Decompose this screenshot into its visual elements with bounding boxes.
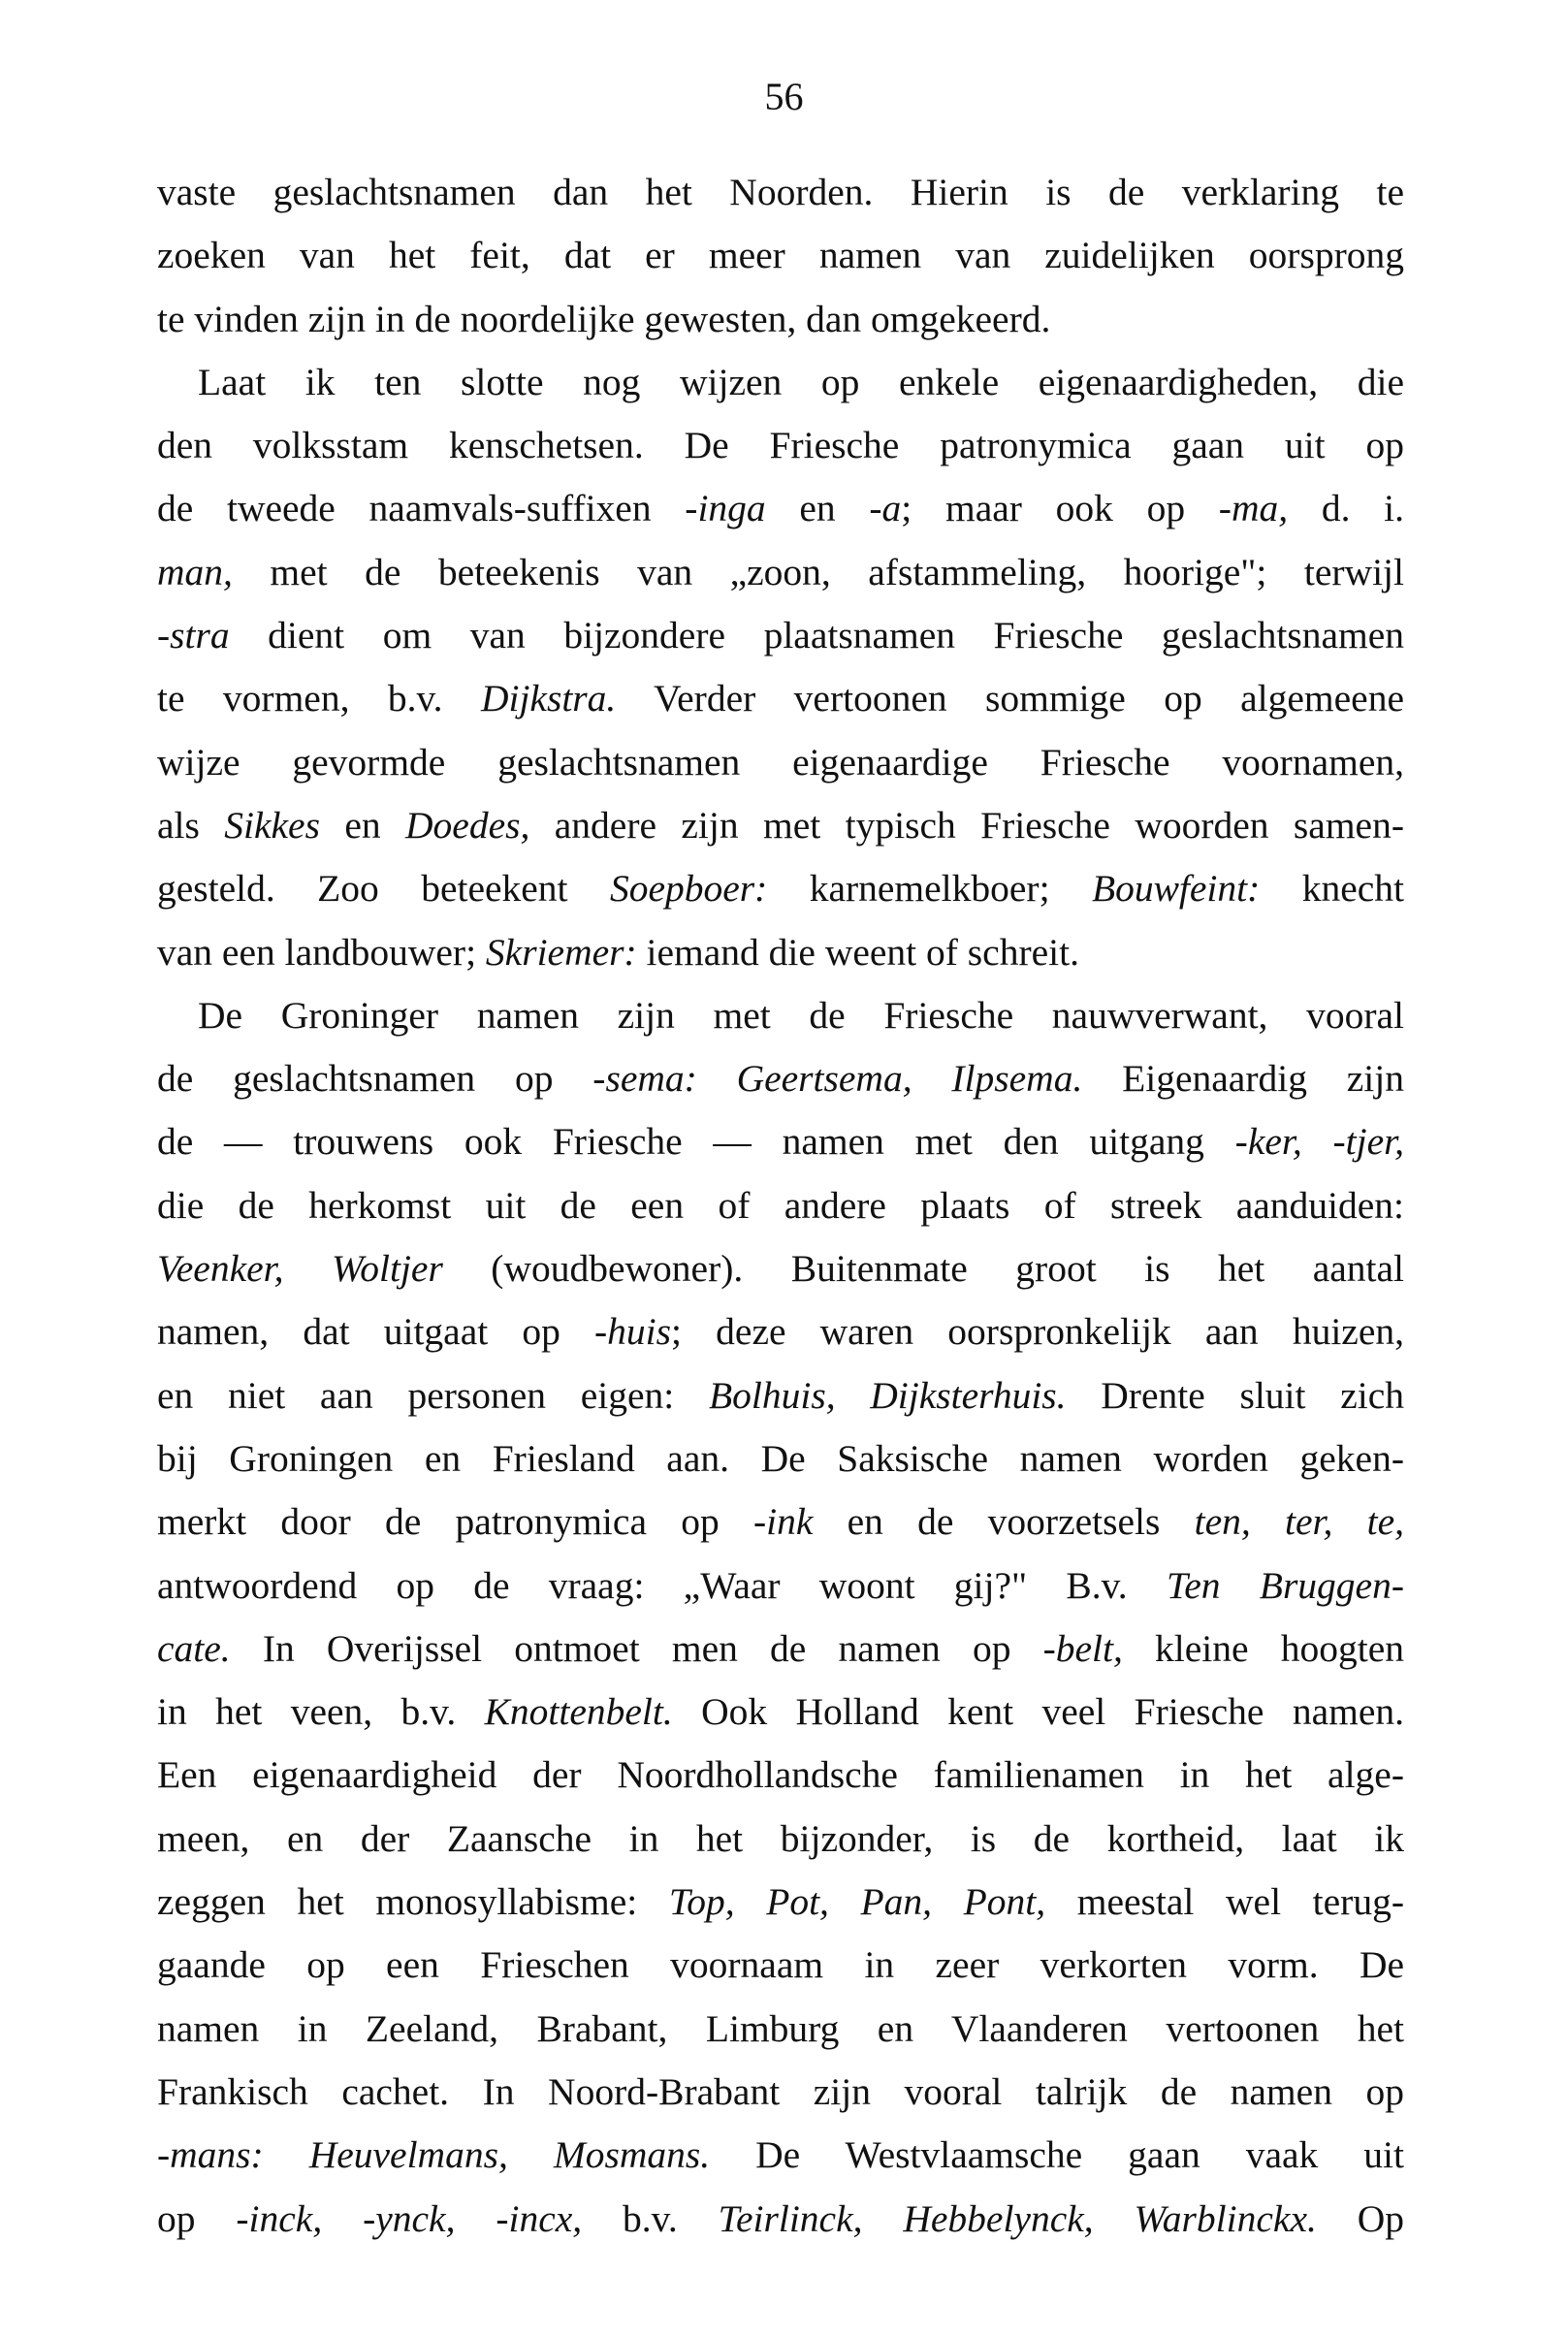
- text-run: Drente sluit zich: [1066, 1373, 1404, 1417]
- text-run: en de voorzetsels: [813, 1500, 1195, 1544]
- text-run: de — trouwens ook Friesche — namen met den uitgang: [157, 1120, 1235, 1164]
- text-line: [157, 1617, 1404, 1681]
- text-run: en: [319, 803, 406, 847]
- text-run: Laat ik ten slotte nog wijzen op enkele eigenaardigheden, die: [198, 360, 1404, 403]
- text-run: van een landbouwer;: [157, 930, 486, 974]
- text-run: bij Groningen en Friesland aan. De Saksische namen worden geken-: [157, 1436, 1404, 1480]
- italic-run: Knottenbelt.: [484, 1690, 673, 1734]
- text-run: Frankisch cachet. In Noord-Brabant zijn vooral talrijk de namen op: [157, 2069, 1404, 2113]
- text-run: zoeken van het feit, dat er meer namen van zuidelijken oorsprong: [157, 234, 1404, 277]
- text-run: Een eigenaardigheid der Noordhollandsche familienamen in het alge-: [157, 1753, 1404, 1797]
- italic-run: Teirlinck, Hebbelynck, Warblinckx.: [718, 2196, 1317, 2240]
- text-run: In Overijssel ontmoet men de namen op: [230, 1626, 1043, 1670]
- text-line: [157, 414, 1404, 477]
- text-run: in het veen, b.v.: [157, 1690, 485, 1734]
- text-run: iemand die weent of schreit.: [636, 930, 1079, 974]
- italic-run: Bolhuis, Dijksterhuis.: [709, 1373, 1067, 1417]
- text-line: [157, 161, 1404, 224]
- text-line: [157, 1808, 1404, 1871]
- text-run: op: [157, 2196, 237, 2240]
- text-run: gaande op een Frieschen voornaam in zeer verkorten vorm. De: [157, 1943, 1404, 1987]
- text-run: te vinden zijn in de noordelijke gewesten, dan omgekeerd.: [157, 297, 1051, 340]
- italic-run: -ink: [752, 1500, 814, 1544]
- text-line: [157, 1427, 1404, 1490]
- paragraph: [157, 351, 1404, 984]
- text-run: Op: [1316, 2196, 1405, 2240]
- text-line: [157, 2188, 1404, 2251]
- text-run: zeggen het monosyllabisme:: [157, 1880, 669, 1924]
- text-line: [157, 1364, 1404, 1427]
- text-line: [157, 541, 1404, 604]
- text-run: met de beteekenis van „zoon, afstammeling, hoorige"; terwijl: [232, 550, 1404, 593]
- text-line: [157, 1047, 1404, 1110]
- text-line: [157, 667, 1404, 730]
- italic-run: ten, ter, te,: [1194, 1500, 1404, 1544]
- italic-run: -belt,: [1042, 1626, 1123, 1670]
- text-run: vaste geslachtsnamen dan het Noorden. Hierin is de verklaring te: [157, 171, 1404, 213]
- italic-run: -ker, -tjer,: [1234, 1120, 1405, 1164]
- text-run: dient om van bijzondere plaatsnamen Friesche geslachtsnamen: [229, 614, 1404, 657]
- page-number: 56: [764, 75, 804, 118]
- text-run: de tweede naamvals-suffixen: [157, 487, 686, 530]
- italic-run: Ten Bruggen-: [1166, 1563, 1404, 1607]
- text-run: (woudbewoner). Buitenmate groot is het aantal: [442, 1247, 1404, 1291]
- italic-run: -a: [869, 487, 902, 530]
- text-line: [157, 921, 1404, 984]
- text-run: den volksstam kenschetsen. De Friesche patronymica gaan uit op: [157, 424, 1404, 467]
- text-run: meen, en der Zaansche in het bijzonder, is de kortheid, laat ik: [157, 1816, 1404, 1860]
- paragraph: [157, 984, 1404, 2251]
- text-line: [157, 1174, 1404, 1237]
- italic-run: Soepboer:: [609, 867, 768, 911]
- text-line: [157, 1744, 1404, 1807]
- text-run: Eigenaardig zijn: [1082, 1057, 1405, 1101]
- text-run: Ook Holland kent veel Friesche namen.: [672, 1690, 1404, 1734]
- text-line: [157, 604, 1404, 667]
- text-run: andere zijn met typisch Friesche woorden samen-: [529, 803, 1404, 847]
- text-run: wijze gevormde geslachtsnamen eigenaardige Friesche voornamen,: [157, 740, 1404, 784]
- italic-run: Top, Pot, Pan, Pont,: [668, 1880, 1046, 1924]
- text-run: namen in Zeeland, Brabant, Limburg en Vlaanderen vertoonen het: [157, 2006, 1404, 2050]
- text-run: als: [157, 803, 225, 847]
- italic-run: -inck, -ynck, -incx,: [236, 2196, 583, 2240]
- italic-run: Sikkes: [224, 803, 320, 847]
- text-run: en niet aan personen eigen:: [157, 1373, 709, 1417]
- text-run: en: [765, 487, 870, 530]
- italic-run: -huis: [594, 1310, 672, 1354]
- italic-run: -stra: [157, 614, 230, 657]
- body-text: [157, 161, 1404, 2251]
- text-line: [157, 1237, 1404, 1300]
- text-line: [157, 1300, 1404, 1363]
- italic-run: -sema: Geertsema, Ilpsema.: [592, 1057, 1083, 1101]
- italic-run: -ma,: [1218, 487, 1289, 530]
- italic-run: -inga: [685, 487, 766, 530]
- text-line: [157, 2061, 1404, 2124]
- text-run: d. i.: [1288, 487, 1404, 530]
- text-run: Verder vertoonen sommige op algemeene: [616, 677, 1404, 721]
- text-line: [157, 794, 1404, 857]
- italic-run: Bouwfeint:: [1091, 867, 1261, 911]
- text-line: [157, 1934, 1404, 1997]
- text-line: [157, 984, 1404, 1047]
- text-run: antwoordend op de vraag: „Waar woont gij?" B.v.: [157, 1563, 1167, 1607]
- text-run: te vormen, b.v.: [157, 677, 481, 721]
- text-run: namen, dat uitgaat op: [157, 1310, 595, 1354]
- text-run: knecht: [1260, 867, 1404, 911]
- text-line: [157, 224, 1404, 287]
- text-line: [157, 351, 1404, 414]
- text-run: die de herkomst uit de een of andere plaats of streek aanduiden:: [157, 1183, 1404, 1227]
- italic-run: Skriemer:: [485, 930, 637, 974]
- italic-run: Veenker, Woltjer: [157, 1247, 443, 1291]
- text-line: [157, 731, 1404, 794]
- text-run: gesteld. Zoo beteekent: [157, 867, 610, 911]
- italic-run: Dijkstra.: [480, 677, 617, 721]
- text-line: [157, 1998, 1404, 2061]
- paragraph: [157, 161, 1404, 351]
- text-line: [157, 288, 1404, 351]
- text-run: De Westvlaamsche gaan vaak uit: [710, 2133, 1404, 2177]
- text-run: merkt door de patronymica op: [157, 1500, 753, 1544]
- text-run: de geslachtsnamen op: [157, 1057, 593, 1101]
- italic-run: -mans: Heuvelmans, Mosmans.: [157, 2133, 711, 2177]
- text-line: [157, 2124, 1404, 2187]
- text-line: [157, 1681, 1404, 1744]
- text-line: [157, 1110, 1404, 1173]
- text-run: De Groninger namen zijn met de Friesche nauwverwant, vooral: [198, 993, 1404, 1037]
- text-line: [157, 857, 1404, 920]
- text-line: [157, 1554, 1404, 1617]
- text-run: ; deze waren oorspronkelijk aan huizen,: [671, 1310, 1404, 1354]
- text-line: [157, 477, 1404, 540]
- text-run: meestal wel terug-: [1045, 1880, 1404, 1924]
- italic-run: man,: [157, 550, 233, 593]
- text-run: ; maar ook op: [901, 487, 1219, 530]
- text-line: [157, 1490, 1404, 1553]
- text-run: kleine hoogten: [1122, 1626, 1404, 1670]
- italic-run: Doedes,: [405, 803, 530, 847]
- italic-run: cate.: [157, 1626, 231, 1670]
- text-run: b.v.: [582, 2196, 719, 2240]
- text-line: [157, 1871, 1404, 1934]
- text-run: karnemelkboer;: [767, 867, 1092, 911]
